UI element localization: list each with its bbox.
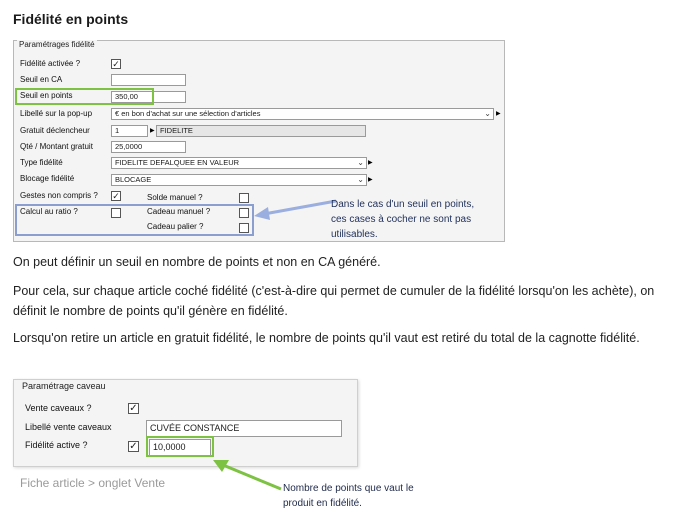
label-gestes: Gestes non compris ? <box>20 191 98 200</box>
label-seuil-points: Seuil en points <box>20 91 73 100</box>
seuil-ca-input[interactable] <box>111 74 186 86</box>
label-vente-caveaux: Vente caveaux ? <box>25 403 92 413</box>
figure-caption: Fiche article > onglet Vente <box>20 476 166 490</box>
libelle-vente-input[interactable]: CUVÉE CONSTANCE <box>146 420 342 437</box>
label-calcul-ratio: Calcul au ratio ? <box>20 207 78 216</box>
points-callout: Nombre de points que vaut le produit en fidélité. <box>283 483 414 509</box>
fidelite-points-input[interactable]: 10,0000 <box>149 439 211 456</box>
libelle-popup-value: € en bon d'achat sur une sélection d'articles <box>115 109 261 118</box>
type-fidelite-value: FIDELITE DEFALQUEE EN VALEUR <box>115 158 240 167</box>
panel-legend: Paramétrage caveau <box>22 381 106 391</box>
label-fidelite-activee: Fidélité activée ? <box>20 59 81 68</box>
libelle-popup-select[interactable] <box>111 108 494 120</box>
gratuit-name-field: FIDELITE <box>156 125 366 137</box>
type-fidelite-select[interactable] <box>111 157 367 169</box>
paragraph: On peut définir un seuil en nombre de points et non en CA généré. <box>13 255 381 269</box>
fidelite-activee-checkbox[interactable]: ✓ <box>112 59 120 69</box>
panel-legend: Paramétrages fidélité <box>19 40 95 49</box>
label-seuil-ca: Seuil en CA <box>20 75 63 84</box>
expand-arrow-icon[interactable]: ▶ <box>368 177 373 183</box>
gestes-checkbox[interactable]: ✓ <box>112 191 120 201</box>
paragraph: Lorsqu'on retire un article en gratuit fidélité, le nombre de points qu'il vaut est retiré du total de la cagnotte fidélité. <box>13 331 640 345</box>
disabled-checkboxes-highlight <box>15 204 254 236</box>
solde-manuel-checkbox[interactable] <box>239 193 249 203</box>
label-type-fidelite: Type fidélité <box>20 158 63 167</box>
expand-arrow-icon[interactable]: ▶ <box>368 160 373 166</box>
chevron-down-icon: ⌄ <box>357 175 364 184</box>
gratuit-code-input[interactable]: 1 <box>111 125 148 137</box>
lookup-arrow-icon[interactable]: ▶ <box>150 128 155 134</box>
label-libelle-vente: Libellé vente caveaux <box>25 422 112 432</box>
label-libelle-popup: Libellé sur la pop-up <box>20 109 93 118</box>
blocage-value: BLOCAGE <box>115 175 152 184</box>
label-gratuit: Gratuit déclencheur <box>20 126 90 135</box>
label-cadeau-manuel: Cadeau manuel ? <box>147 207 211 216</box>
label-blocage: Blocage fidélité <box>20 174 75 183</box>
label-qte-montant: Qté / Montant gratuit <box>20 142 93 151</box>
qte-montant-input[interactable]: 25,0000 <box>111 141 186 153</box>
label-fidelite-active: Fidélité active ? <box>25 440 88 450</box>
callout-arrow-icon <box>250 195 340 225</box>
blocage-select[interactable] <box>111 174 367 186</box>
fidelite-points-highlight <box>146 436 214 457</box>
chevron-down-icon: ⌄ <box>357 158 364 167</box>
vente-caveaux-checkbox[interactable]: ✓ <box>129 403 138 414</box>
chevron-down-icon: ⌄ <box>484 109 491 118</box>
label-solde-manuel: Solde manuel ? <box>147 193 203 202</box>
label-cadeau-palier: Cadeau palier ? <box>147 222 204 231</box>
seuil-points-highlight <box>15 88 154 105</box>
page-title: Fidélité en points <box>13 11 129 27</box>
fidelite-active-checkbox[interactable]: ✓ <box>129 441 138 452</box>
callout-arrow-icon <box>205 455 285 495</box>
seuil-points-input[interactable]: 350,00 <box>111 91 186 103</box>
seuil-points-callout: Dans le cas d'un seuil en points, ces cases à cocher ne sont pas utilisables. <box>331 199 475 240</box>
expand-arrow-icon[interactable]: ▶ <box>496 111 501 117</box>
paragraph: Pour cela, sur chaque article coché fidélité (c'est-à-dire qui permet de cumuler de la fidélité lorsqu'on les achète), on définit le nombre de points qu'il génère en fidélité. <box>13 284 655 318</box>
